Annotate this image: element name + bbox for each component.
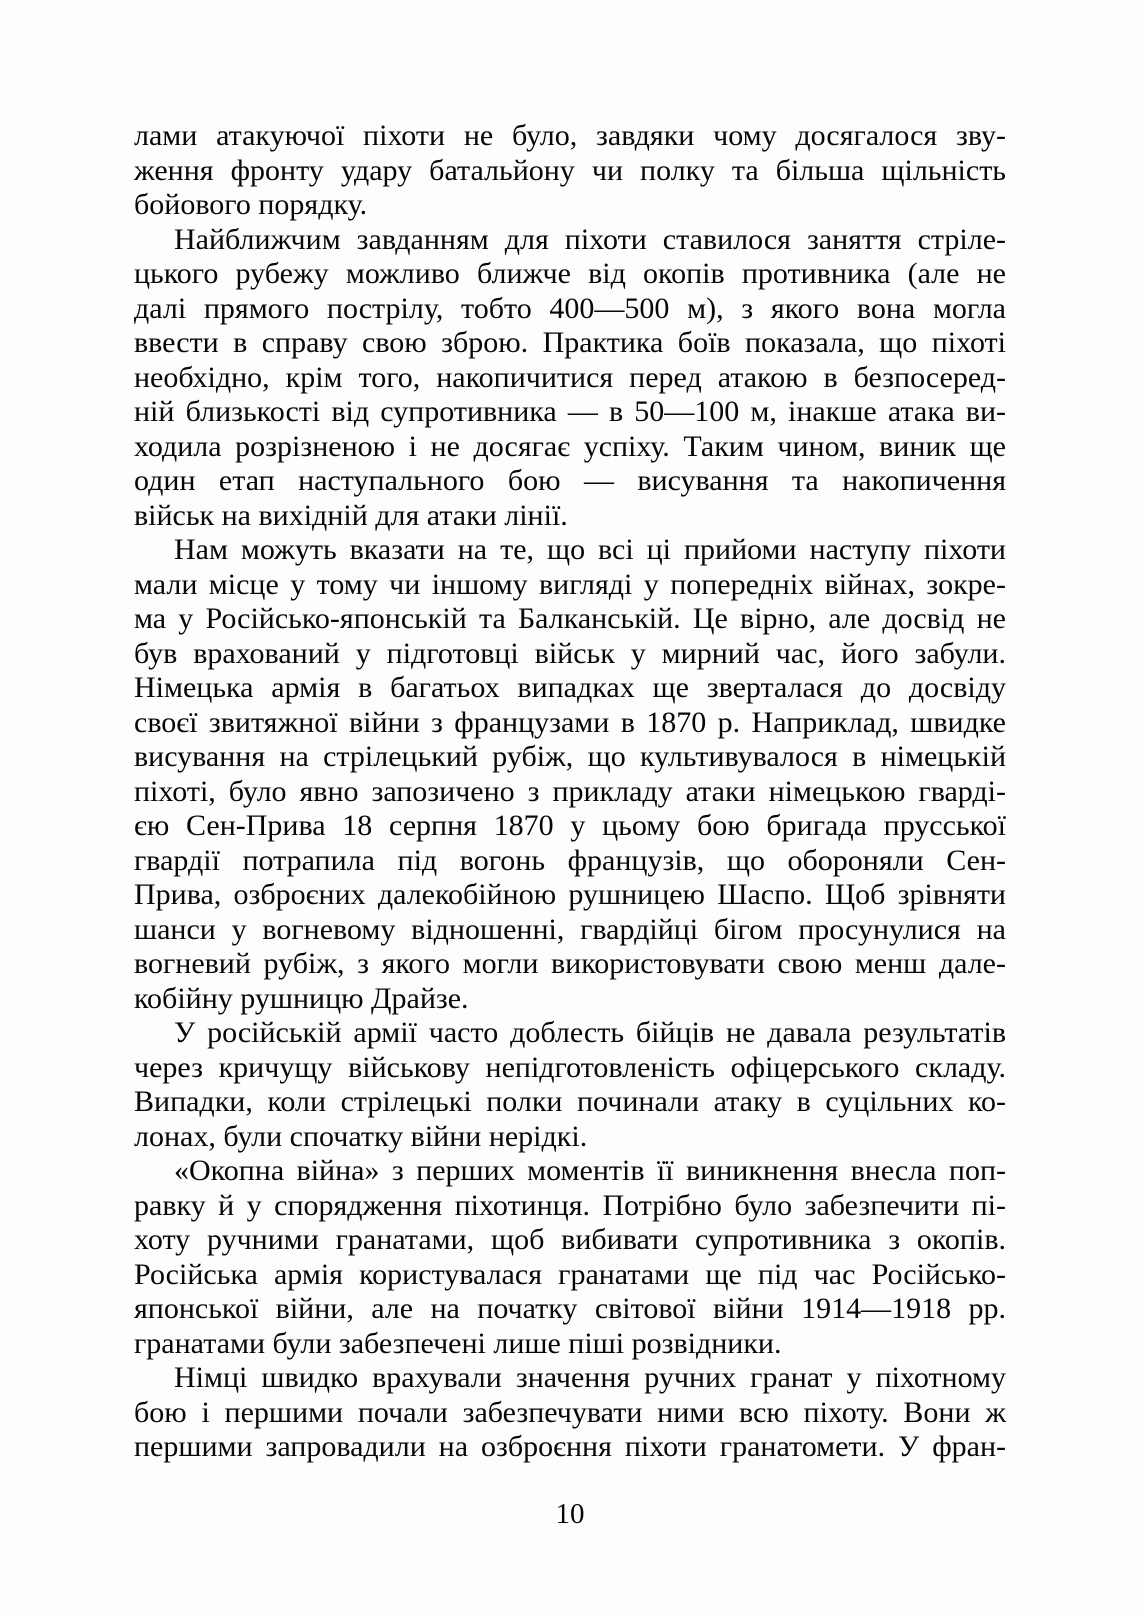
text-line: шанси у вогневому відношенні, гвардійці бігом просунулися на — [134, 912, 1006, 946]
text-line: Німці швидко врахували значення ручних гранат у піхотному — [174, 1361, 1006, 1394]
text-line: японської війни, але на початку світової війни 1914—1918 рр. — [134, 1292, 1006, 1325]
text-line: гранатами були забезпечені лише піші розвідники. — [134, 1326, 782, 1360]
text-line: військ на вихідній для атаки лінії. — [134, 498, 568, 532]
text-line: «Окопна війна» з перших моментів її виникнення внесла поп- — [174, 1154, 1006, 1187]
paragraph — [134, 1154, 1006, 1361]
text-line: вогневий рубіж, з якого могли використовувати свою менш дале- — [134, 947, 1006, 980]
text-line: ній близькості від супротивника — в 50—100 м, інакше атака ви- — [134, 395, 1006, 428]
text-line: своєї звитяжної війни з французами в 1870 р. Наприклад, швидке — [134, 705, 1006, 739]
text-line: Російська армія користувалася гранатами ще під час Російсько- — [134, 1257, 1006, 1291]
text-line: кобійну рушницю Драйзе. — [134, 981, 469, 1015]
text-line: Німецька армія в багатьох випадках ще зверталася до досвіду — [134, 671, 1006, 704]
paragraph — [134, 1016, 1006, 1154]
text-line: ходила розрізненою і не досягає успіху. Таким чином, виник ще — [134, 429, 1006, 463]
text-line: бою і першими почали забезпечувати ними всю піхоту. Вони ж — [134, 1395, 1006, 1429]
text-line: Прива, озброєних далекобійною рушницею Шаспо. Щоб зрівняти — [134, 878, 1006, 911]
text-line: лами атакуючої піхоти не було, завдяки чому досягалося зву- — [134, 119, 1006, 152]
text-line: був врахований у підготовці військ у мирний час, його забули. — [134, 636, 1006, 670]
text-line: мали місце у тому чи іншому вигляді у попередніх війнах, зокре- — [134, 567, 1006, 601]
text-line: єю Сен-Прива 18 серпня 1870 у цьому бою бригада прусської — [134, 809, 1006, 842]
text-line: равку й у спорядження піхотинця. Потрібно було забезпечити пі- — [134, 1188, 1006, 1222]
text-line: бойового порядку. — [134, 188, 368, 221]
text-line: гвардії потрапила під вогонь французів, що обороняли Сен- — [134, 843, 1006, 877]
text-line: через кричущу військову непідготовленість офіцерського складу. — [134, 1050, 1006, 1084]
text-line: першими запровадили на озброєння піхоти гранатомети. У фран- — [134, 1430, 1006, 1463]
text-line: Найближчим завданням для піхоти ставилося заняття стріле- — [174, 222, 1006, 256]
text-line: лонах, були спочатку війни нерідкі. — [134, 1119, 588, 1153]
paragraph — [134, 223, 1006, 534]
paragraph — [134, 1361, 1006, 1465]
text-line: один етап наступального бою — висування та накопичення — [134, 464, 1006, 497]
text-line: піхоті, було явно запозичено з прикладу атаки німецькою гварді- — [134, 774, 1006, 808]
paragraph — [134, 533, 1006, 1016]
text-line: далі прямого пострілу, тобто 400—500 м), з якого вона могла — [134, 291, 1006, 325]
text-line: У російській армії часто доблесть бійців не давала результатів — [174, 1016, 1006, 1049]
text-line: висування на стрілецький рубіж, що культивувалося в німецькій — [134, 740, 1006, 773]
text-line: Випадки, коли стрілецькі полки починали атаку в суцільних ко- — [134, 1085, 1006, 1118]
text-line: ма у Російсько-японській та Балканській. Це вірно, але досвід не — [134, 602, 1006, 635]
text-block — [134, 119, 1006, 1465]
page-number: 10 — [555, 1498, 585, 1530]
text-line: ввести в справу свою зброю. Практика боїв показала, що піхоті — [134, 326, 1006, 359]
text-line: Нам можуть вказати на те, що всі ці прийоми наступу піхоти — [174, 533, 1006, 566]
text-line: ження фронту удару батальйону чи полку та більша щільність — [134, 153, 1006, 187]
paragraph — [134, 119, 1006, 223]
text-line: необхідно, крім того, накопичитися перед атакою в безпосеред- — [134, 360, 1006, 394]
text-line: хоту ручними гранатами, щоб вибивати супротивника з окопів. — [134, 1223, 1006, 1256]
text-line: цького рубежу можливо ближче від окопів противника (але не — [134, 257, 1006, 290]
